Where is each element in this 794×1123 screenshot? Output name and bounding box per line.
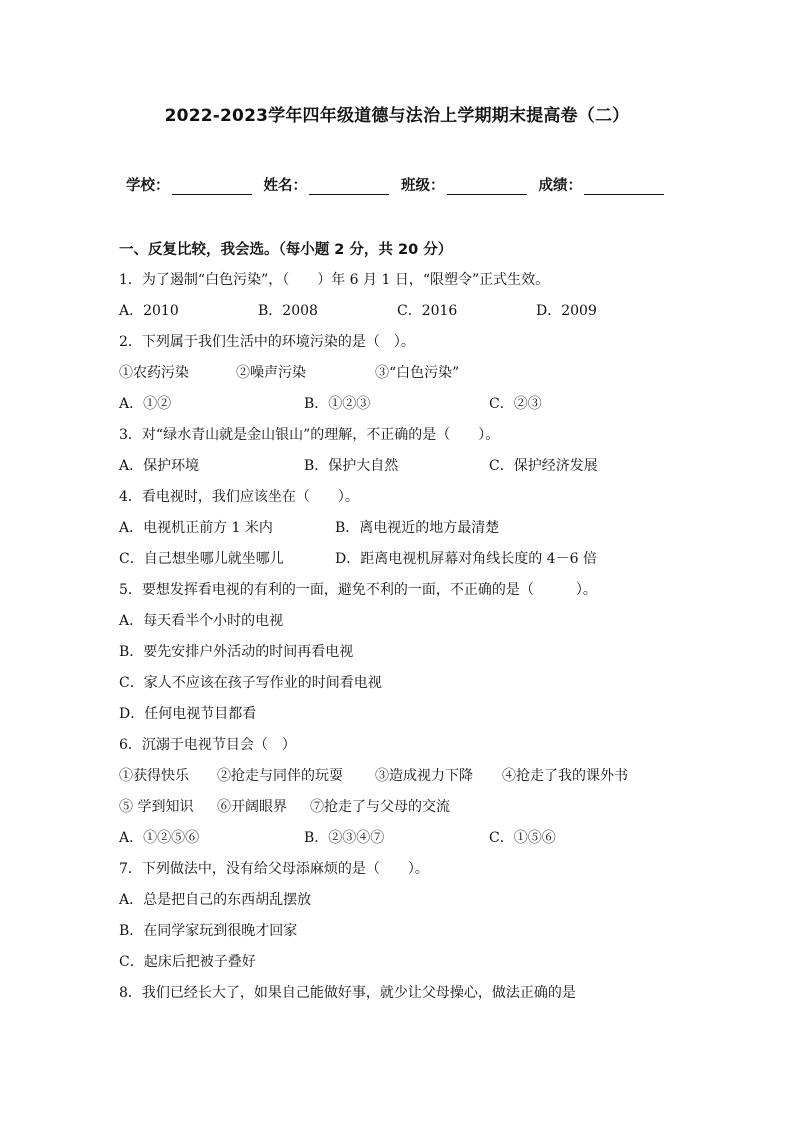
q4-option-d[interactable]: D．距离电视机屏幕对角线长度的 4－6 倍 [335,551,597,567]
q3-option-a[interactable]: A．保护环境 [119,458,200,474]
q3-options [119,456,679,487]
class-field [401,174,527,195]
q7-option-row [119,890,679,921]
q4-option-a[interactable]: A．电视机正前方 1 米内 [119,520,273,536]
question-stem [119,332,679,363]
q5-option-a[interactable]: A．每天看半个小时的电视 [119,613,284,629]
score-label: 成绩： [538,178,582,194]
q5-option-row [119,611,679,642]
q6-item-1: ①获得快乐 [119,768,189,784]
q4-stem: 4．看电视时，我们应该坐在（ ）。 [119,489,359,505]
question-list [119,270,679,1014]
q4-options-row2 [119,549,679,580]
q2-options [119,394,679,425]
name-blank[interactable] [309,178,389,195]
q1-option-d[interactable]: D．2009 [536,303,597,319]
q8-stem: 8．我们已经长大了，如果自己能做好事，就少让父母操心，做法正确的是 [119,985,576,1001]
section-heading: 一、反复比较，我会选。（每小题 2 分，共 20 分） [119,242,453,258]
question-stem [119,983,679,1014]
q5-stem: 5．要想发挥看电视的有利的一面，避免不利的一面，不正确的是（ ）。 [119,582,597,598]
q6-item-6: ⑥开阔眼界 [217,799,287,815]
q2-option-c[interactable]: C．②③ [489,396,542,412]
q5-option-row [119,673,679,704]
q4-options-row1 [119,518,679,549]
q5-option-row [119,642,679,673]
q5-option-d[interactable]: D．任何电视节目都看 [119,706,257,722]
score-blank[interactable] [584,178,664,195]
q6-option-b[interactable]: B．②③④⑦ [304,830,385,846]
q2-stem: 2．下列属于我们生活中的环境污染的是（ ）。 [119,334,415,350]
q7-option-b[interactable]: B．在同学家玩到很晚才回家 [119,923,298,939]
q5-option-row [119,704,679,735]
q7-option-row [119,921,679,952]
q7-option-c[interactable]: C．起床后把被子叠好 [119,954,256,970]
question-stem [119,425,679,456]
score-field [539,174,665,195]
school-label: 学校： [126,178,170,194]
q2-item-3: ③“白色污染” [375,365,460,381]
q2-option-b[interactable]: B．①②③ [304,396,371,412]
q6-items-row1 [119,766,679,797]
q2-item-1: ①农药污染 [119,365,189,381]
q6-item-5: ⑤ 学到知识 [119,799,194,815]
q6-item-4: ④抢走了我的课外书 [502,768,628,784]
q5-option-c[interactable]: C．家人不应该在孩子写作业的时间看电视 [119,675,382,691]
q5-option-b[interactable]: B．要先安排户外活动的时间再看电视 [119,644,354,660]
q7-option-a[interactable]: A．总是把自己的东西胡乱摆放 [119,892,312,908]
question-stem [119,270,679,301]
q6-options [119,828,679,859]
q2-item-2: ②噪声污染 [236,365,306,381]
question-stem [119,859,679,890]
student-info-row [126,174,686,195]
q6-option-c[interactable]: C．①⑤⑥ [489,830,556,846]
q7-option-row [119,952,679,983]
q6-item-3: ③造成视力下降 [375,768,473,784]
q1-stem: 1．为了遏制“白色污染”，（ ）年 6 月 1 日，“限塑令”正式生效。 [119,272,550,288]
q3-option-b[interactable]: B．保护大自然 [304,458,399,474]
q1-option-c[interactable]: C．2016 [397,303,458,319]
q6-item-2: ②抢走与同伴的玩耍 [217,768,343,784]
question-stem [119,580,679,611]
q7-stem: 7．下列做法中，没有给父母添麻烦的是（ ）。 [119,861,429,877]
question-stem [119,487,679,518]
q6-option-a[interactable]: A．①②⑤⑥ [119,830,200,846]
exam-title: 2022-2023学年四年级道德与法治上学期期末提高卷（二） [164,106,630,126]
q2-option-a[interactable]: A．①② [119,396,172,412]
q3-option-c[interactable]: C．保护经济发展 [489,458,598,474]
name-field [264,174,390,195]
q6-item-7: ⑦抢走了与父母的交流 [310,799,450,815]
class-blank[interactable] [447,178,527,195]
q2-items [119,363,679,394]
name-label: 姓名： [263,178,307,194]
q3-stem: 3．对“绿水青山就是金山银山”的理解，不正确的是（ ）。 [119,427,500,443]
q6-items-row2 [119,797,679,828]
q6-stem: 6．沉溺于电视节目会（ ） [119,737,296,753]
q1-options [119,301,679,332]
school-field [126,174,252,195]
question-stem [119,735,679,766]
q4-option-b[interactable]: B．离电视近的地方最清楚 [335,520,500,536]
school-blank[interactable] [172,178,252,195]
class-label: 班级： [401,178,445,194]
q4-option-c[interactable]: C．自己想坐哪儿就坐哪儿 [119,551,284,567]
q1-option-a[interactable]: A．2010 [119,303,179,319]
q1-option-b[interactable]: B．2008 [258,303,318,319]
